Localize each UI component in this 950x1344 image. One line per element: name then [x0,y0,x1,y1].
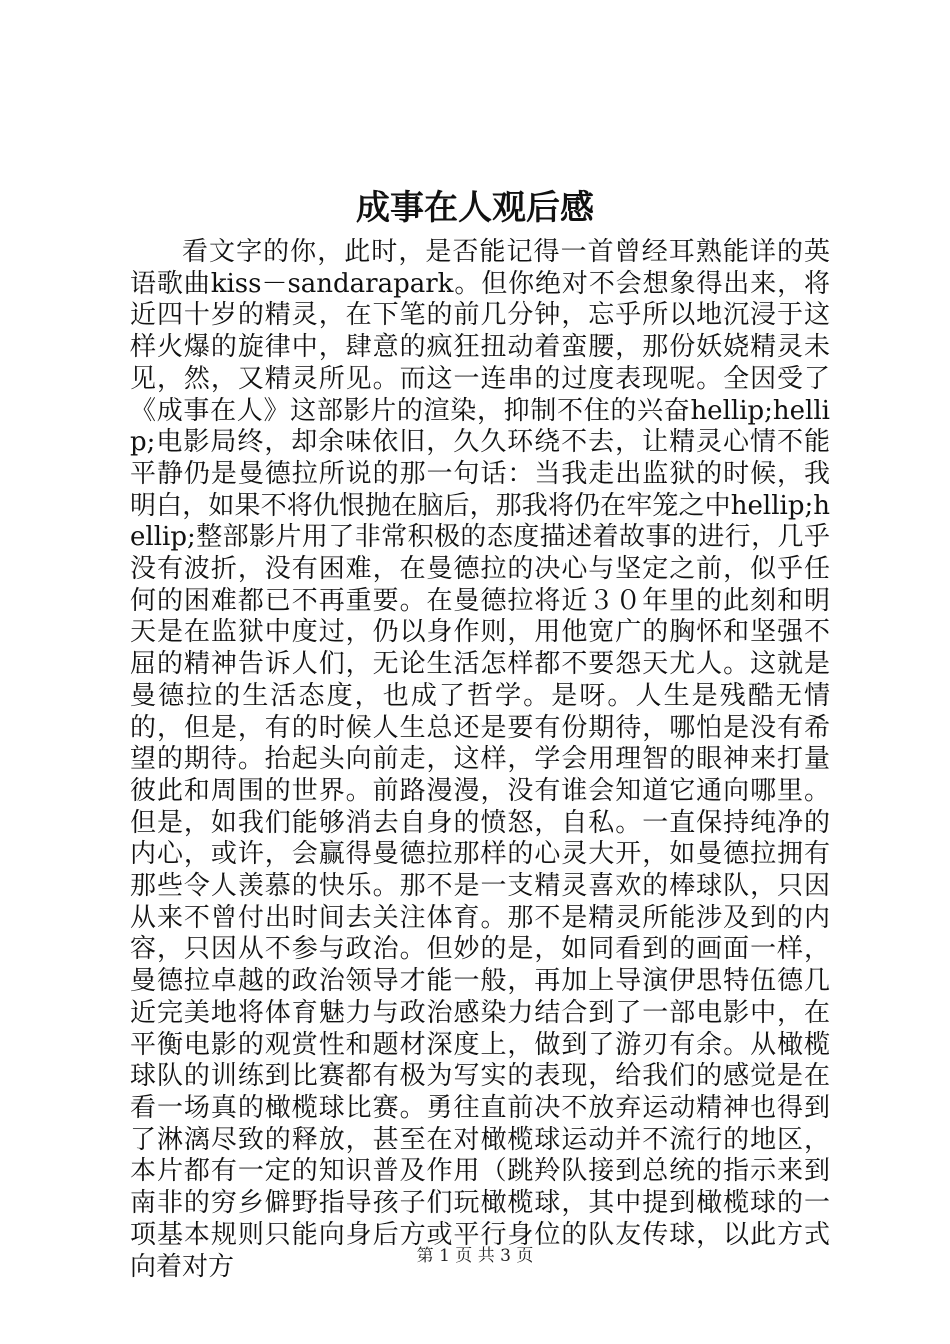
document-title: 成事在人观后感 [356,188,594,228]
body-paragraph: 看文字的你，此时，是否能记得一首曾经耳熟能详的英语歌曲kiss－sandarapark。但你绝对不会想象得出来，将近四十岁的精灵，在下笔的前几分钟，忘乎所以地沉浸于这样火爆的旋律中，肆意的疯狂扭动着蛮腰，那份妖娆精灵未见，然，又精灵所见。而这一连串的过度表现呢。全因受了《成事在人》这部影片的渲染，抑制不住的兴奋hellip;hellip;电影局终，却余味依旧，久久环绕不去，让精灵心情不能平静仍是曼德拉所说的那一句话：当我走出监狱的时候，我明白，如果不将仇恨抛在脑后，那我将仍在牢笼之中hellip;hellip;整部影片用了非常积极的态度描述着故事的进行，几乎没有波折，没有困难，在曼德拉的决心与坚定之前，似乎任何的困难都已不再重要。在曼德拉将近３０年里的此刻和明天是在监狱中度过，仍以身作则，用他宽广的胸怀和坚强不屈的精神告诉人们，无论生活怎样都不要怨天尤人。这就是曼德拉的生活态度，也成了哲学。是呀。人生是残酷无情的，但是，有的时候人生总还是要有份期待，哪怕是没有希望的期待。抬起头向前走，这样，学会用理智的眼神来打量彼此和周围的世界。前路漫漫，没有谁会知道它通向哪里。但是，如我们能够消去自身的愤怒，自私。一直保持纯净的内心，或许，会赢得曼德拉那样的心灵大开，如曼德拉拥有那些令人羡慕的快乐。那不是一支精灵喜欢的棒球队，只因从来不曾付出时间去关注体育。那不是精灵所能涉及到的内容，只因从不参与政治。但妙的是，如同看到的画面一样，曼德拉卓越的政治领导才能一般，再加上导演伊思特伍德几近完美地将体育魅力与政治感染力结合到了一部电影中，在平衡电影的观赏性和题材深度上，做到了游刃有余。从橄榄球队的训练到比赛都有极为写实的表现，给我们的感觉是在看一场真的橄榄球比赛。勇往直前决不放弃运动精神也得到了淋漓尽致的释放，甚至在对橄榄球运动并不流行的地区，本片都有一定的知识普及作用（跳羚队接到总统的指示来到南非的穷乡僻野指导孩子们玩橄榄球，其中提到橄榄球的一项基本规则只能向身后方或平行身位的队友传球，以此方式向着对方 [130,237,830,1282]
page-footer: 第 1 页 共 3 页 [416,1246,534,1266]
